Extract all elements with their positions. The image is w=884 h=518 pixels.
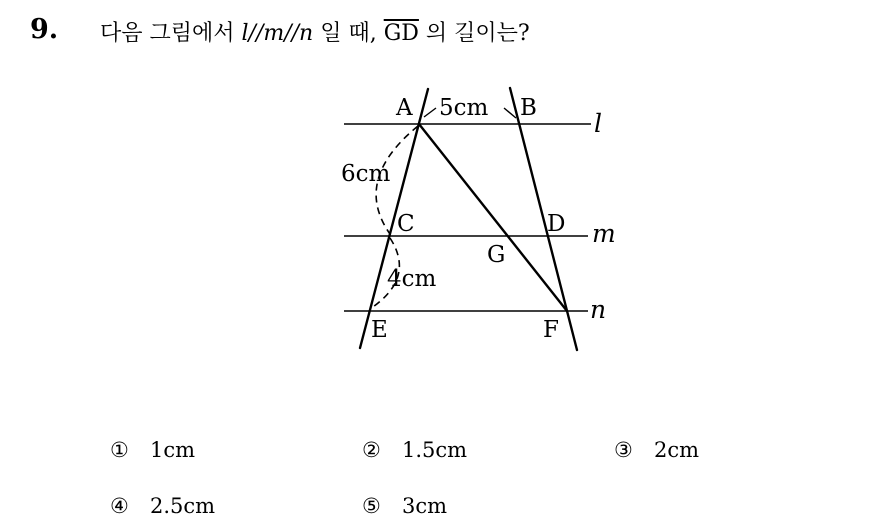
point-c-label: C — [397, 211, 415, 237]
length-ac-label: 6cm — [341, 161, 391, 187]
segment-gd: $\overline{GD}$ — [383, 21, 419, 46]
choice-4[interactable] — [110, 494, 215, 518]
choice-1[interactable] — [110, 438, 195, 462]
length-ab-label: 5cm — [439, 95, 489, 121]
choice-number: ① — [110, 438, 129, 462]
segment-a-f — [419, 124, 567, 311]
choice-text: 1.5cm — [402, 438, 468, 462]
question-number: 9. — [30, 14, 59, 45]
line-m-label: m — [592, 219, 616, 248]
question-prefix: 다음 그림에서 — [100, 21, 242, 46]
line-n-label: n — [590, 295, 607, 324]
choice-number: ② — [362, 438, 381, 462]
question-suffix: 의 길이는? — [418, 21, 530, 46]
point-e-label: E — [371, 317, 388, 343]
question-middle: 일 때, — [313, 21, 384, 46]
point-g-label: G — [487, 242, 506, 268]
tick-5cm-left — [424, 108, 436, 117]
choice-text: 2cm — [654, 438, 700, 462]
choice-text: 1cm — [150, 438, 196, 462]
choice-2[interactable] — [362, 438, 467, 462]
length-ce-label: 4cm — [387, 266, 437, 292]
point-a-label: A — [396, 95, 413, 121]
choice-number: ④ — [110, 494, 129, 518]
point-d-label: D — [547, 211, 566, 237]
choice-3[interactable] — [614, 438, 699, 462]
point-b-label: B — [520, 95, 537, 121]
tick-5cm-right — [504, 108, 516, 118]
choice-text: 2.5cm — [150, 494, 216, 518]
choice-text: 3cm — [402, 494, 448, 518]
choice-number: ③ — [614, 438, 633, 462]
choice-5[interactable] — [362, 494, 447, 518]
parallel-expression: l//m//n — [241, 21, 314, 46]
point-f-label: F — [543, 317, 559, 343]
line-l-label: l — [594, 109, 602, 138]
choice-number: ⑤ — [362, 494, 381, 518]
line-a-e — [360, 89, 428, 348]
